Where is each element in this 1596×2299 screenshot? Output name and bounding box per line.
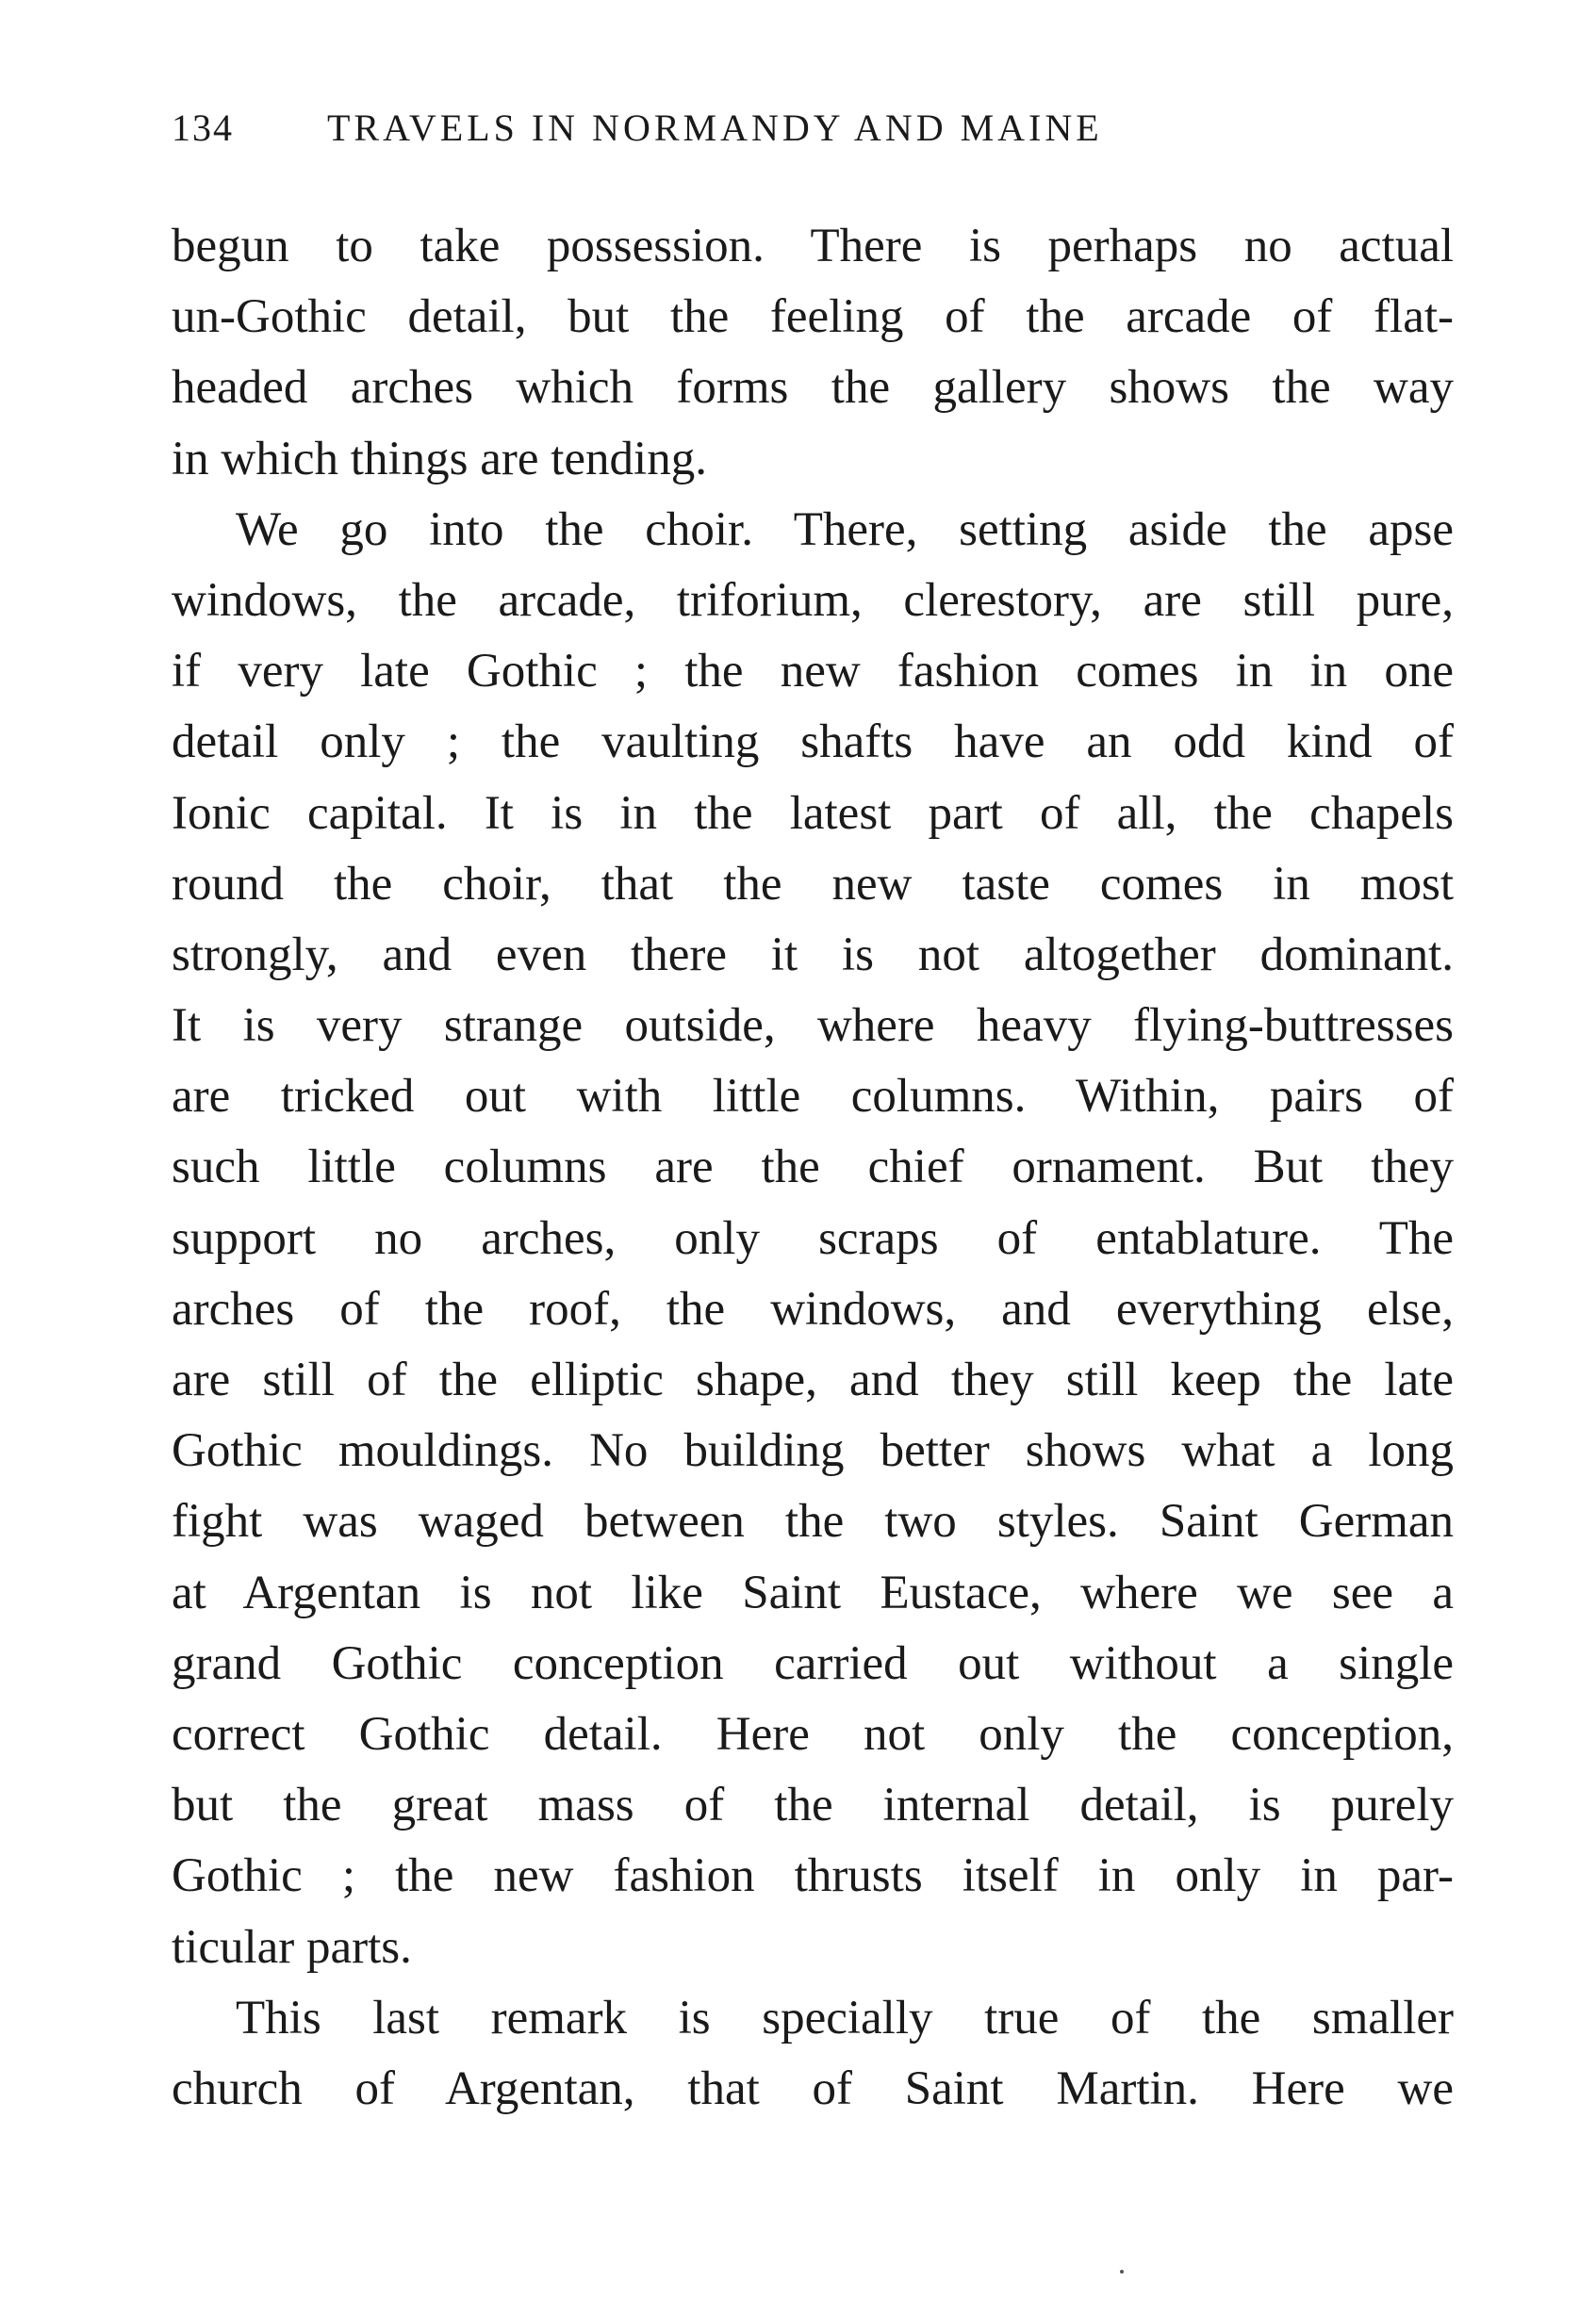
text-line: un-Gothic detail, but the feeling of the arcade of flat- — [172, 290, 1454, 344]
running-head — [172, 106, 1284, 162]
text-line: We go into the choir. There, setting aside the apse — [236, 502, 1454, 556]
text-line: headed arches which forms the gallery shows the way — [172, 361, 1454, 415]
text-line: detail only ; the vaulting shafts have an odd kind of — [172, 715, 1454, 769]
text-line: are tricked out with little columns. Within, pairs of — [172, 1070, 1454, 1124]
text-line: at Argentan is not like Saint Eustace, where we see a — [172, 1566, 1454, 1619]
text-line: but the great mass of the internal detail, is purely — [172, 1779, 1454, 1832]
text-line: This last remark is specially true of the smaller — [236, 1991, 1454, 2044]
text-line: correct Gothic detail. Here not only the conception, — [172, 1707, 1454, 1761]
text-line: church of Argentan, that of Saint Martin. Here we — [172, 2061, 1454, 2115]
text-line: grand Gothic conception carried out without a single — [172, 1636, 1454, 1690]
page-number: 134 — [172, 107, 234, 149]
text-line: windows, the arcade, triforium, clerestory, are still pure, — [172, 573, 1454, 627]
text-line: Ionic capital. It is in the latest part of all, the chapels — [172, 786, 1454, 840]
text-line: begun to take possession. There is perhaps no actual — [172, 220, 1454, 272]
text-line: are still of the elliptic shape, and they still keep the late — [172, 1354, 1454, 1406]
text-line: It is very strange outside, where heavy flying-buttresses — [172, 999, 1454, 1053]
text-line: Gothic mouldings. No building better shows what a long — [172, 1424, 1454, 1478]
text-line: support no arches, only scraps of entablature. The — [172, 1211, 1454, 1265]
text-line: arches of the roof, the windows, and everything else, — [172, 1282, 1454, 1336]
text-line: ticular parts. — [172, 1920, 412, 1974]
text-line: round the choir, that the new taste comes in most — [172, 857, 1454, 911]
text-line: strongly, and even there it is not altogether dominant. — [172, 928, 1454, 981]
body-text — [172, 211, 1454, 2125]
running-title: TRAVELS IN NORMANDY AND MAINE — [327, 107, 1103, 149]
text-line: such little columns are the chief ornament. But they — [172, 1141, 1454, 1194]
text-line: Gothic ; the new fashion thrusts itself in only in par- — [172, 1849, 1454, 1903]
print-speck — [1120, 2270, 1124, 2274]
text-line: fight was waged between the two styles. Saint German — [172, 1495, 1454, 1549]
text-line: if very late Gothic ; the new fashion comes in in one — [172, 645, 1454, 698]
text-line: in which things are tending. — [172, 432, 707, 485]
